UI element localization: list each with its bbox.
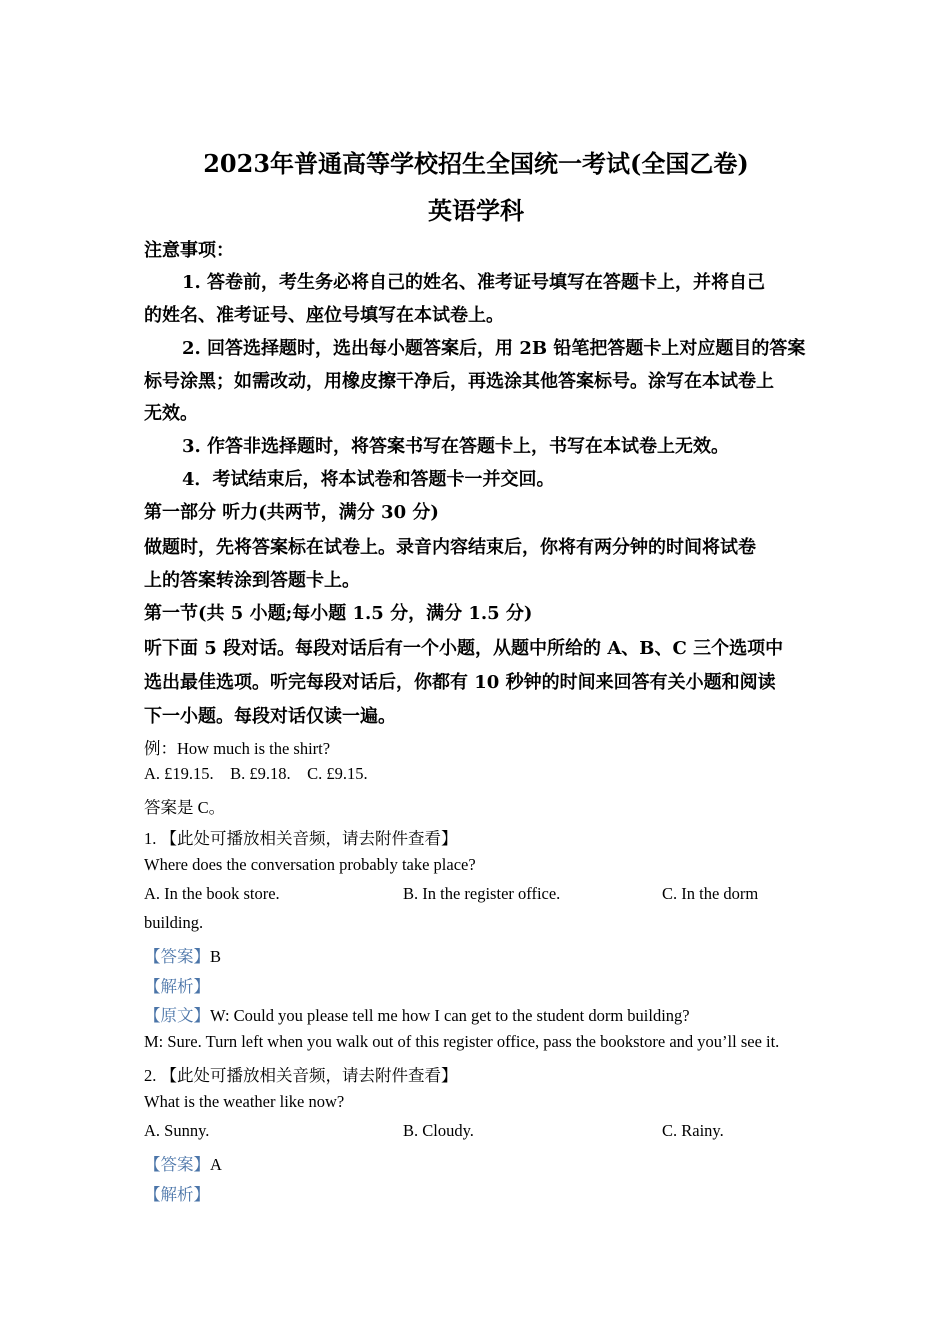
notice-item-1-line-2: 的姓名、准考证号、座位号填写在本试卷上。: [144, 305, 504, 326]
notice-item-2-line-3: 无效。: [144, 403, 198, 424]
notice-item-2-line-2: 标号涂黑；如需改动，用橡皮擦干净后，再选涂其他答案标号。涂写在本试卷上: [144, 371, 774, 392]
part1-intro-line-1: 做题时，先将答案标在试卷上。录音内容结束后，你将有两分钟的时间将试卷: [144, 537, 756, 558]
q2-option-a: A. Sunny.: [144, 1121, 210, 1140]
q1-option-b: B. In the register office.: [403, 884, 561, 903]
section1-intro-line-3: 下一小题。每段对话仅读一遍。: [144, 706, 396, 727]
q2-audio-note[interactable]: 2. 【此处可播放相关音频，请去附件查看】: [144, 1066, 458, 1085]
part1-intro-line-2: 上的答案转涂到答题卡上。: [144, 570, 360, 591]
q1-original-w-text: W: Could you please tell me how I can get to the student dorm building?: [210, 1006, 690, 1025]
q1-original-tag: 【原文】: [144, 1006, 210, 1025]
q2-answer: [144, 1151, 222, 1175]
part1-heading: 第一部分 听力(共两节，满分 30 分): [144, 502, 439, 523]
q2-option-b: B. Cloudy.: [403, 1121, 474, 1140]
subject-title: 英语学科: [428, 196, 524, 225]
notice-item-4: 4．考试结束后，将本试卷和答题卡一并交回。: [182, 469, 555, 490]
notice-item-2-line-1: 2. 回答选择题时，选出每小题答案后，用 2B 铅笔把答题卡上对应题目的答案: [182, 338, 806, 359]
exam-title: 2023年普通高等学校招生全国统一考试(全国乙卷): [203, 149, 749, 178]
q1-original-w: [144, 1002, 690, 1026]
q2-stem: What is the weather like now?: [144, 1092, 345, 1111]
q2-answer-value: A: [210, 1155, 222, 1174]
q1-stem: Where does the conversation probably take place?: [144, 855, 476, 874]
q1-option-c: C. In the dorm: [662, 884, 759, 903]
section1-intro-line-2: 选出最佳选项。听完每段对话后，你都有 10 秒钟的时间来回答有关小题和阅读: [144, 672, 776, 693]
q1-original-m: M: Sure. Turn left when you walk out of this register office, pass the bookstore and you’ll see it.: [144, 1032, 780, 1051]
example-answer: 答案是 C。: [144, 798, 226, 817]
notice-item-1-line-1: 1. 答卷前，考生务必将自己的姓名、准考证号填写在答题卡上，并将自己: [182, 272, 766, 293]
q2-analysis-tag: 【解析】: [144, 1185, 210, 1204]
section1-heading: 第一节(共 5 小题;每小题 1.5 分，满分 1.5 分): [144, 603, 533, 624]
q1-option-c-continued: building.: [144, 913, 204, 932]
q2-option-c: C. Rainy.: [662, 1121, 724, 1140]
q1-answer: [144, 943, 221, 967]
q1-option-a: A. In the book store.: [144, 884, 280, 903]
example-question: 例：How much is the shirt?: [144, 739, 331, 758]
section1-intro-line-1: 听下面 5 段对话。每段对话后有一个小题，从题中所给的 A、B、C 三个选项中: [144, 638, 784, 659]
notice-item-3: 3. 作答非选择题时，将答案书写在答题卡上，书写在本试卷上无效。: [182, 436, 730, 457]
q1-audio-note[interactable]: 1. 【此处可播放相关音频，请去附件查看】: [144, 829, 458, 848]
q1-answer-value: B: [210, 947, 222, 966]
q1-answer-tag: 【答案】: [144, 947, 210, 966]
q2-answer-tag: 【答案】: [144, 1155, 210, 1174]
q1-analysis-tag: 【解析】: [144, 977, 210, 996]
example-options: A. £19.15. B. £9.18. C. £9.15.: [144, 764, 368, 783]
notice-heading: 注意事项：: [144, 240, 234, 261]
